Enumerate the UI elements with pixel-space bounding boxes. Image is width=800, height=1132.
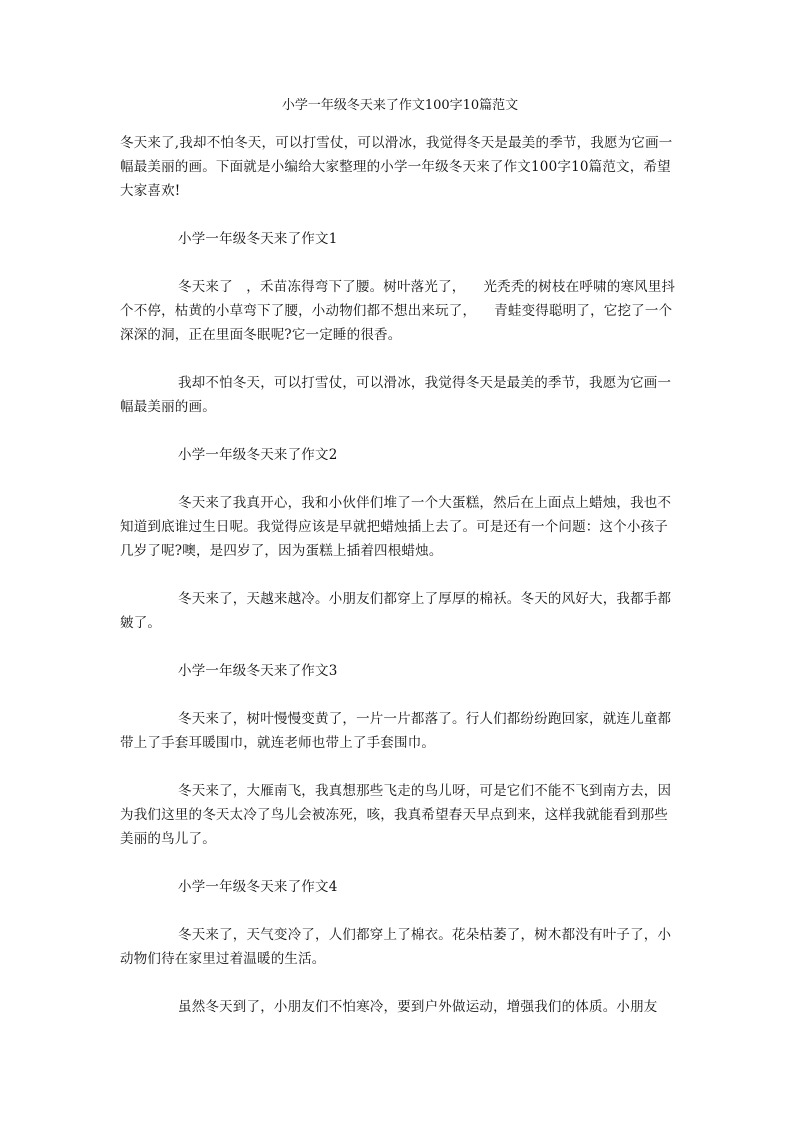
- document-title: 小学一年级冬天来了作文100字10篇范文: [281, 98, 519, 113]
- section-4: [120, 875, 680, 1019]
- section-1: [120, 227, 680, 419]
- section-paragraph: 冬天来了 ，禾苗冻得弯下了腰。树叶落光了， 光秃秃的树枝在呼啸的寒风里抖个不停，枯黄的小草弯下了腰，小动物们都不想出来玩了， 青蛙变得聪明了，它挖了一个深深的洞，正在里面冬眠呢?它一定睡的很香。: [120, 279, 676, 343]
- section-3: [120, 659, 680, 851]
- section-paragraph: 我却不怕冬天，可以打雪仗，可以滑冰，我觉得冬天是最美的季节，我愿为它画一幅最美丽的画。: [120, 375, 672, 415]
- section-paragraph: 冬天来了我真开心，我和小伙伴们堆了一个大蛋糕，然后在上面点上蜡烛，我也不知道到底谁过生日呢。我觉得应该是早就把蜡烛插上去了。可是还有一个问题：这个小孩子几岁了呢?噢，是四岁了，因为蛋糕上插着四根蜡烛。: [120, 495, 672, 559]
- section-2: [120, 443, 680, 635]
- document-body: [120, 131, 680, 1043]
- section-paragraph: 虽然冬天到了，小朋友们不怕寒冷，要到户外做运动，增强我们的体质。小朋友: [178, 999, 658, 1015]
- section-paragraph: 冬天来了，树叶慢慢变黄了，一片一片都落了。行人们都纷纷跑回家，就连儿童都带上了手套耳暖围巾，就连老师也带上了手套围巾。: [120, 711, 672, 751]
- intro-paragraph: 冬天来了,我却不怕冬天，可以打雪仗，可以滑冰，我觉得冬天是最美的季节，我愿为它画一幅最美丽的画。下面就是小编给大家整理的小学一年级冬天来了作文100字10篇范文，希望大家喜欢!: [120, 135, 673, 199]
- section-heading: 小学一年级冬天来了作文1: [178, 231, 338, 247]
- section-paragraph: 冬天来了，大雁南飞，我真想那些飞走的鸟儿呀，可是它们不能不飞到南方去，因为我们这里的冬天太冷了鸟儿会被冻死，咳，我真希望春天早点到来，这样我就能看到那些美丽的鸟儿了。: [120, 783, 672, 847]
- section-heading: 小学一年级冬天来了作文2: [178, 447, 338, 463]
- section-paragraph: 冬天来了，天气变冷了，人们都穿上了棉衣。花朵枯萎了，树木都没有叶子了，小动物们待在家里过着温暖的生活。: [120, 927, 672, 967]
- section-heading: 小学一年级冬天来了作文3: [178, 663, 338, 679]
- section-paragraph: 冬天来了，天越来越冷。小朋友们都穿上了厚厚的棉袄。冬天的风好大，我都手都皴了。: [120, 591, 672, 631]
- section-heading: 小学一年级冬天来了作文4: [178, 879, 338, 895]
